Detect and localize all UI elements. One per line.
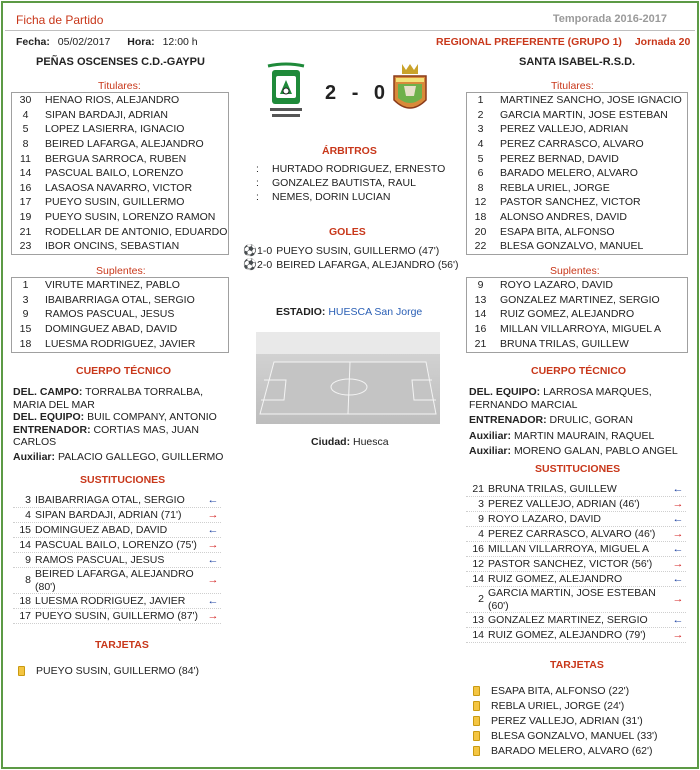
substitution-row[interactable]: [466, 557, 686, 572]
sub-player-name: GARCIA MARTIN, JOSE ESTEBAN (60'): [488, 587, 656, 612]
home-substitutions-list: [13, 493, 221, 624]
substitution-row[interactable]: [13, 553, 221, 568]
player-number: 3: [22, 293, 29, 306]
sub-player-name: RAMOS PASCUAL, JESUS: [35, 553, 165, 566]
player-row[interactable]: [467, 137, 687, 152]
card-row[interactable]: [473, 728, 683, 743]
yellow-card-icon: [18, 666, 25, 676]
player-number: 6: [477, 167, 484, 180]
home-subs-heading: Suplentes:: [96, 265, 146, 277]
time-value: 12:00 h: [162, 36, 198, 48]
player-row[interactable]: [12, 152, 228, 167]
player-number: 4: [22, 108, 29, 121]
card-row[interactable]: [473, 713, 683, 728]
player-name: PASTOR SANCHEZ, VICTOR: [500, 196, 641, 209]
player-name: GARCIA MARTIN, JOSE ESTEBAN: [500, 108, 668, 121]
away-subs-list: [466, 277, 688, 353]
substitution-row[interactable]: [466, 512, 686, 527]
card-player-name: PUEYO SUSIN, GUILLERMO (84'): [36, 664, 200, 677]
soccer-ball-icon: ⚽: [243, 259, 257, 271]
substitution-row[interactable]: [13, 493, 221, 508]
player-row[interactable]: [12, 307, 228, 322]
sub-player-name: MILLAN VILLARROYA, MIGUEL A: [488, 542, 650, 555]
player-number: 8: [22, 137, 29, 150]
player-number: 2: [477, 108, 484, 121]
referee-prefix: :: [256, 177, 259, 189]
sub-player-number: 4: [25, 508, 31, 521]
season-label: Temporada 2016-2017: [552, 13, 667, 25]
score-separator: -: [351, 82, 360, 104]
player-name: PUEYO SUSIN, LORENZO RAMON: [45, 211, 216, 224]
player-row[interactable]: [12, 239, 228, 254]
player-number: 22: [474, 240, 487, 253]
sub-player-name: LUESMA RODRIGUEZ, JAVIER: [35, 594, 186, 607]
goals-list: [243, 244, 459, 272]
player-number: 18: [19, 337, 32, 350]
stadium-link[interactable]: HUESCA San Jorge: [328, 306, 423, 318]
yellow-card-icon: [473, 731, 480, 741]
city-line: [311, 436, 389, 448]
date-label: Fecha:: [16, 36, 50, 48]
player-name: PEREZ CARRASCO, ALVARO: [500, 137, 644, 150]
home-cards-heading: TARJETAS: [95, 639, 149, 651]
player-name: BEIRED LAFARGA, ALEJANDRO: [45, 137, 204, 150]
stadium-label: ESTADIO:: [276, 306, 326, 318]
goal-scorer: PUEYO SUSIN, GUILLERMO (47'): [276, 245, 440, 257]
sub-player-name: SIPAN BARDAJI, ADRIAN (71'): [35, 508, 182, 521]
sub-player-number: 14: [472, 572, 484, 585]
score-display: [325, 82, 386, 105]
sub-player-number: 18: [19, 594, 31, 607]
yellow-card-icon: [473, 686, 480, 696]
referee-prefix: :: [256, 191, 259, 203]
arrow-out-icon: →: [672, 593, 684, 606]
player-name: RUIZ GOMEZ, ALEJANDRO: [500, 308, 635, 321]
away-team-crest-icon: [386, 62, 434, 124]
card-player-name: BARADO MELERO, ALVARO (62'): [491, 744, 653, 757]
arrow-out-icon: →: [207, 508, 219, 521]
arrow-out-icon: →: [207, 574, 219, 587]
referees-list: [256, 162, 445, 204]
sub-player-number: 13: [472, 613, 484, 626]
card-row[interactable]: [473, 698, 683, 713]
player-number: 14: [474, 308, 487, 321]
arrow-out-icon: →: [672, 557, 684, 570]
player-name: BLESA GONZALVO, MANUEL: [500, 240, 644, 253]
substitution-row[interactable]: [466, 572, 686, 587]
player-row[interactable]: [467, 122, 687, 137]
player-row[interactable]: [12, 278, 228, 293]
sub-player-number: 4: [478, 527, 484, 540]
player-row[interactable]: [467, 307, 687, 322]
away-substitutions-heading: SUSTITUCIONES: [535, 463, 621, 475]
player-row[interactable]: [467, 337, 687, 352]
arrow-out-icon: →: [672, 527, 684, 540]
sub-player-name: BRUNA TRILAS, GUILLEW: [488, 482, 617, 495]
referee-name: GONZALEZ BAUTISTA, RAUL: [272, 177, 416, 189]
goal-score: 2-0: [257, 259, 273, 271]
player-number: 5: [22, 123, 29, 136]
city-label: Ciudad:: [311, 436, 351, 448]
home-starters-heading: Titulares:: [98, 80, 141, 92]
substitution-row[interactable]: [466, 482, 686, 497]
referees-heading: ÁRBITROS: [322, 145, 377, 157]
player-row[interactable]: [12, 195, 228, 210]
player-name: LOPEZ LASIERRA, IGNACIO: [45, 123, 185, 136]
arrow-out-icon: →: [672, 497, 684, 510]
player-name: VIRUTE MARTINEZ, PABLO: [45, 279, 180, 291]
player-row[interactable]: [12, 122, 228, 137]
player-name: RAMOS PASCUAL, JESUS: [45, 308, 175, 321]
arrow-in-icon: ←: [207, 553, 219, 566]
player-row[interactable]: [467, 166, 687, 181]
away-entrenador: ENTRENADOR: DRULIC, GORAN: [469, 414, 633, 426]
arrow-in-icon: ←: [672, 512, 684, 525]
away-cards-heading: TARJETAS: [550, 659, 604, 671]
player-name: IBOR ONCINS, SEBASTIAN: [45, 240, 180, 253]
player-row[interactable]: [12, 137, 228, 152]
card-row[interactable]: [473, 683, 683, 698]
player-name: LASAOSA NAVARRO, VICTOR: [45, 181, 193, 194]
sub-player-number: 14: [472, 628, 484, 641]
yellow-card-icon: [473, 746, 480, 756]
home-subs-list: [11, 277, 229, 353]
away-starters-heading: Titulares:: [551, 80, 594, 92]
arrow-in-icon: ←: [672, 613, 684, 626]
player-number: 19: [19, 211, 32, 224]
card-row[interactable]: [18, 663, 228, 678]
home-del-equipo: DEL. EQUIPO: BUIL COMPANY, ANTONIO: [13, 411, 217, 423]
substitution-row[interactable]: [13, 568, 221, 594]
arrow-in-icon: ←: [207, 523, 219, 536]
card-player-name: REBLA URIEL, JORGE (24'): [491, 699, 625, 712]
player-number: 30: [19, 94, 32, 106]
arrow-out-icon: →: [207, 538, 219, 551]
player-number: 14: [19, 167, 32, 180]
stadium-line: [276, 306, 422, 318]
sub-player-name: PEREZ CARRASCO, ALVARO (46'): [488, 527, 656, 540]
player-number: 1: [477, 94, 484, 106]
goal-row: [243, 244, 459, 258]
sub-player-name: RUIZ GOMEZ, ALEJANDRO: [488, 572, 623, 585]
player-number: 20: [474, 225, 487, 238]
home-entrenador: ENTRENADOR: CORTIAS MAS, JUAN CARLOS: [13, 423, 199, 448]
sub-player-number: 3: [25, 493, 31, 506]
sub-player-number: 21: [472, 482, 484, 495]
sub-player-number: 8: [25, 574, 31, 587]
player-name: PASCUAL BAILO, LORENZO: [45, 167, 184, 180]
away-del-equipo: DEL. EQUIPO: LARROSA MARQUES, FERNANDO MARCIAL: [469, 386, 652, 411]
competition-block: [436, 36, 690, 48]
player-number: 9: [22, 308, 29, 321]
referee-name: NEMES, DORIN LUCIAN: [272, 191, 391, 203]
player-name: ALONSO ANDRES, DAVID: [500, 211, 628, 224]
player-name: REBLA URIEL, JORGE: [500, 181, 610, 194]
player-name: PEREZ VALLEJO, ADRIAN: [500, 123, 629, 136]
player-name: PUEYO SUSIN, GUILLERMO: [45, 196, 185, 209]
home-cards-list: [18, 663, 228, 678]
away-starters-list: [466, 92, 688, 255]
player-name: BERGUA SARROCA, RUBEN: [45, 152, 187, 165]
player-row[interactable]: [467, 239, 687, 254]
yellow-card-icon: [473, 701, 480, 711]
player-number: 23: [19, 240, 32, 253]
date-value: 05/02/2017: [57, 36, 111, 48]
arrow-out-icon: →: [207, 609, 219, 622]
player-name: IBAIBARRIAGA OTAL, SERGIO: [45, 293, 195, 306]
player-number: 1: [22, 279, 29, 291]
sub-player-name: PASCUAL BAILO, LORENZO (75'): [35, 538, 197, 551]
player-row[interactable]: [467, 278, 687, 293]
player-number: 11: [20, 152, 31, 165]
player-number: 21: [474, 337, 487, 350]
sub-player-name: ROYO LAZARO, DAVID: [488, 512, 601, 525]
player-row[interactable]: [12, 322, 228, 337]
player-row[interactable]: [467, 225, 687, 240]
player-name: ESAPA BITA, ALFONSO: [500, 225, 615, 238]
player-row[interactable]: [12, 225, 228, 240]
player-name: BARADO MELERO, ALVARO: [500, 167, 638, 180]
goals-heading: GOLES: [329, 226, 366, 238]
arrow-in-icon: ←: [207, 594, 219, 607]
player-number: 17: [19, 196, 32, 209]
goal-row: [243, 258, 459, 272]
player-row[interactable]: [12, 181, 228, 196]
player-row[interactable]: [467, 181, 687, 196]
substitution-row[interactable]: [466, 527, 686, 542]
arrow-in-icon: ←: [672, 482, 684, 495]
away-substitutions-list: [466, 482, 686, 643]
player-row[interactable]: [12, 337, 228, 352]
player-row[interactable]: [12, 293, 228, 308]
sub-player-name: PEREZ VALLEJO, ADRIAN (46'): [488, 497, 640, 510]
substitution-row[interactable]: [466, 628, 686, 643]
substitution-row[interactable]: [13, 594, 221, 609]
away-staff-heading: CUERPO TÉCNICO: [531, 365, 627, 377]
substitution-row[interactable]: [466, 542, 686, 557]
home-substitutions-heading: SUSTITUCIONES: [80, 474, 166, 486]
soccer-ball-icon: ⚽: [243, 245, 257, 257]
player-name: MILLAN VILLARROYA, MIGUEL A: [500, 322, 662, 335]
sub-player-name: BEIRED LAFARGA, ALEJANDRO (80'): [35, 568, 194, 593]
arrow-out-icon: →: [672, 628, 684, 641]
sub-player-name: RUIZ GOMEZ, ALEJANDRO (79'): [488, 628, 646, 641]
player-row[interactable]: [467, 93, 687, 108]
player-number: 8: [477, 181, 484, 194]
player-row[interactable]: [467, 322, 687, 337]
sub-player-number: 15: [19, 523, 31, 536]
away-subs-heading: Suplentes:: [550, 265, 600, 277]
player-name: PEREZ BERNAD, DAVID: [500, 152, 619, 165]
arrow-in-icon: ←: [672, 572, 684, 585]
time-label: Hora:: [127, 36, 155, 48]
card-player-name: PEREZ VALLEJO, ADRIAN (31'): [491, 714, 643, 727]
sub-player-number: 9: [25, 553, 31, 566]
sub-player-number: 12: [472, 557, 484, 570]
substitution-row[interactable]: [13, 609, 221, 624]
away-team-name[interactable]: SANTA ISABEL-R.S.D.: [519, 56, 636, 68]
home-auxiliar: Auxiliar: PALACIO GALLEGO, GUILLERMO: [13, 450, 224, 463]
sub-player-number: 17: [19, 609, 31, 622]
home-del-campo: DEL. CAMPO: TORRALBA TORRALBA, MARIA DEL MAR: [13, 386, 204, 411]
referee-row: [256, 190, 445, 204]
away-staff: [469, 386, 691, 458]
competition-name: REGIONAL PREFERENTE (GRUPO 1): [436, 36, 622, 48]
arrow-in-icon: ←: [672, 542, 684, 555]
sub-player-name: GONZALEZ MARTINEZ, SERGIO: [488, 613, 648, 626]
home-score: 2: [325, 82, 338, 104]
city-value: Huesca: [353, 436, 389, 448]
player-row[interactable]: [467, 210, 687, 225]
away-auxiliar-1: Auxiliar: MARTIN MAURAIN, RAQUEL: [469, 429, 655, 442]
sub-player-name: PASTOR SANCHEZ, VICTOR (56'): [488, 557, 653, 570]
substitution-row[interactable]: [13, 508, 221, 523]
player-name: SIPAN BARDAJI, ADRIAN: [45, 108, 168, 121]
player-number: 21: [19, 225, 32, 238]
player-name: HENAO RIOS, ALEJANDRO: [45, 94, 180, 106]
player-row[interactable]: [12, 210, 228, 225]
home-staff-heading: CUERPO TÉCNICO: [76, 365, 172, 377]
home-staff: [13, 386, 231, 463]
player-row[interactable]: [467, 108, 687, 123]
player-name: LUESMA RODRIGUEZ, JAVIER: [45, 337, 196, 350]
sub-player-number: 2: [478, 593, 484, 606]
sub-player-number: 9: [478, 512, 484, 525]
player-number: 16: [474, 322, 487, 335]
player-name: BRUNA TRILAS, GUILLEW: [500, 337, 629, 350]
player-row[interactable]: [467, 293, 687, 308]
referee-row: [256, 176, 445, 190]
date-block: [16, 36, 198, 48]
player-number: 9: [477, 279, 484, 291]
player-name: MARTINEZ SANCHO, JOSE IGNACIO: [500, 94, 682, 106]
goal-score: 1-0: [257, 245, 273, 257]
page-title: Ficha de Partido: [16, 13, 104, 27]
sub-player-name: DOMINGUEZ ABAD, DAVID: [35, 523, 168, 536]
player-number: 12: [474, 196, 487, 209]
round-label: Jornada 20: [634, 36, 691, 48]
home-starters-list: [11, 92, 229, 255]
referee-prefix: :: [256, 163, 259, 175]
player-name: RODELLAR DE ANTONIO, EDUARDO: [45, 225, 228, 238]
header-bar: [5, 5, 695, 31]
player-number: 15: [19, 322, 32, 335]
substitution-row[interactable]: [13, 538, 221, 553]
stadium-photo: [256, 332, 440, 424]
away-score: 0: [373, 82, 387, 104]
player-row[interactable]: [12, 166, 228, 181]
referee-name: HURTADO RODRIGUEZ, ERNESTO: [272, 163, 446, 175]
sub-player-number: 3: [478, 497, 484, 510]
yellow-card-icon: [473, 716, 480, 726]
player-row[interactable]: [467, 195, 687, 210]
substitution-row[interactable]: [466, 587, 686, 613]
player-row[interactable]: [12, 108, 228, 123]
player-row[interactable]: [467, 152, 687, 167]
sub-player-number: 16: [472, 542, 484, 555]
home-team-name[interactable]: PEÑAS OSCENSES C.D.-GAYPU: [36, 56, 205, 68]
sub-player-number: 14: [19, 538, 31, 551]
away-cards-list: [473, 683, 683, 758]
card-row[interactable]: [473, 743, 683, 758]
away-auxiliar-2: Auxiliar: MORENO GALAN, PABLO ANGEL: [469, 445, 678, 457]
player-row[interactable]: [12, 93, 228, 108]
arrow-in-icon: ←: [207, 493, 219, 506]
player-number: 16: [19, 181, 32, 194]
player-number: 18: [474, 211, 487, 224]
goal-scorer: BEIRED LAFARGA, ALEJANDRO (56'): [276, 259, 459, 271]
substitution-row[interactable]: [466, 613, 686, 628]
card-player-name: ESAPA BITA, ALFONSO (22'): [491, 684, 630, 697]
player-name: ROYO LAZARO, DAVID: [500, 279, 613, 291]
card-player-name: BLESA GONZALVO, MANUEL (33'): [491, 729, 658, 742]
player-number: 13: [474, 293, 487, 306]
player-number: 3: [477, 123, 484, 136]
substitution-row[interactable]: [466, 497, 686, 512]
sub-player-name: PUEYO SUSIN, GUILLERMO (87'): [35, 609, 199, 622]
player-name: DOMINGUEZ ABAD, DAVID: [45, 322, 178, 335]
player-number: 4: [477, 137, 484, 150]
referee-row: [256, 162, 445, 176]
player-name: GONZALEZ MARTINEZ, SERGIO: [500, 293, 660, 306]
sub-player-name: IBAIBARRIAGA OTAL, SERGIO: [35, 493, 185, 506]
home-team-crest-icon: [262, 62, 310, 124]
substitution-row[interactable]: [13, 523, 221, 538]
player-number: 5: [477, 152, 484, 165]
